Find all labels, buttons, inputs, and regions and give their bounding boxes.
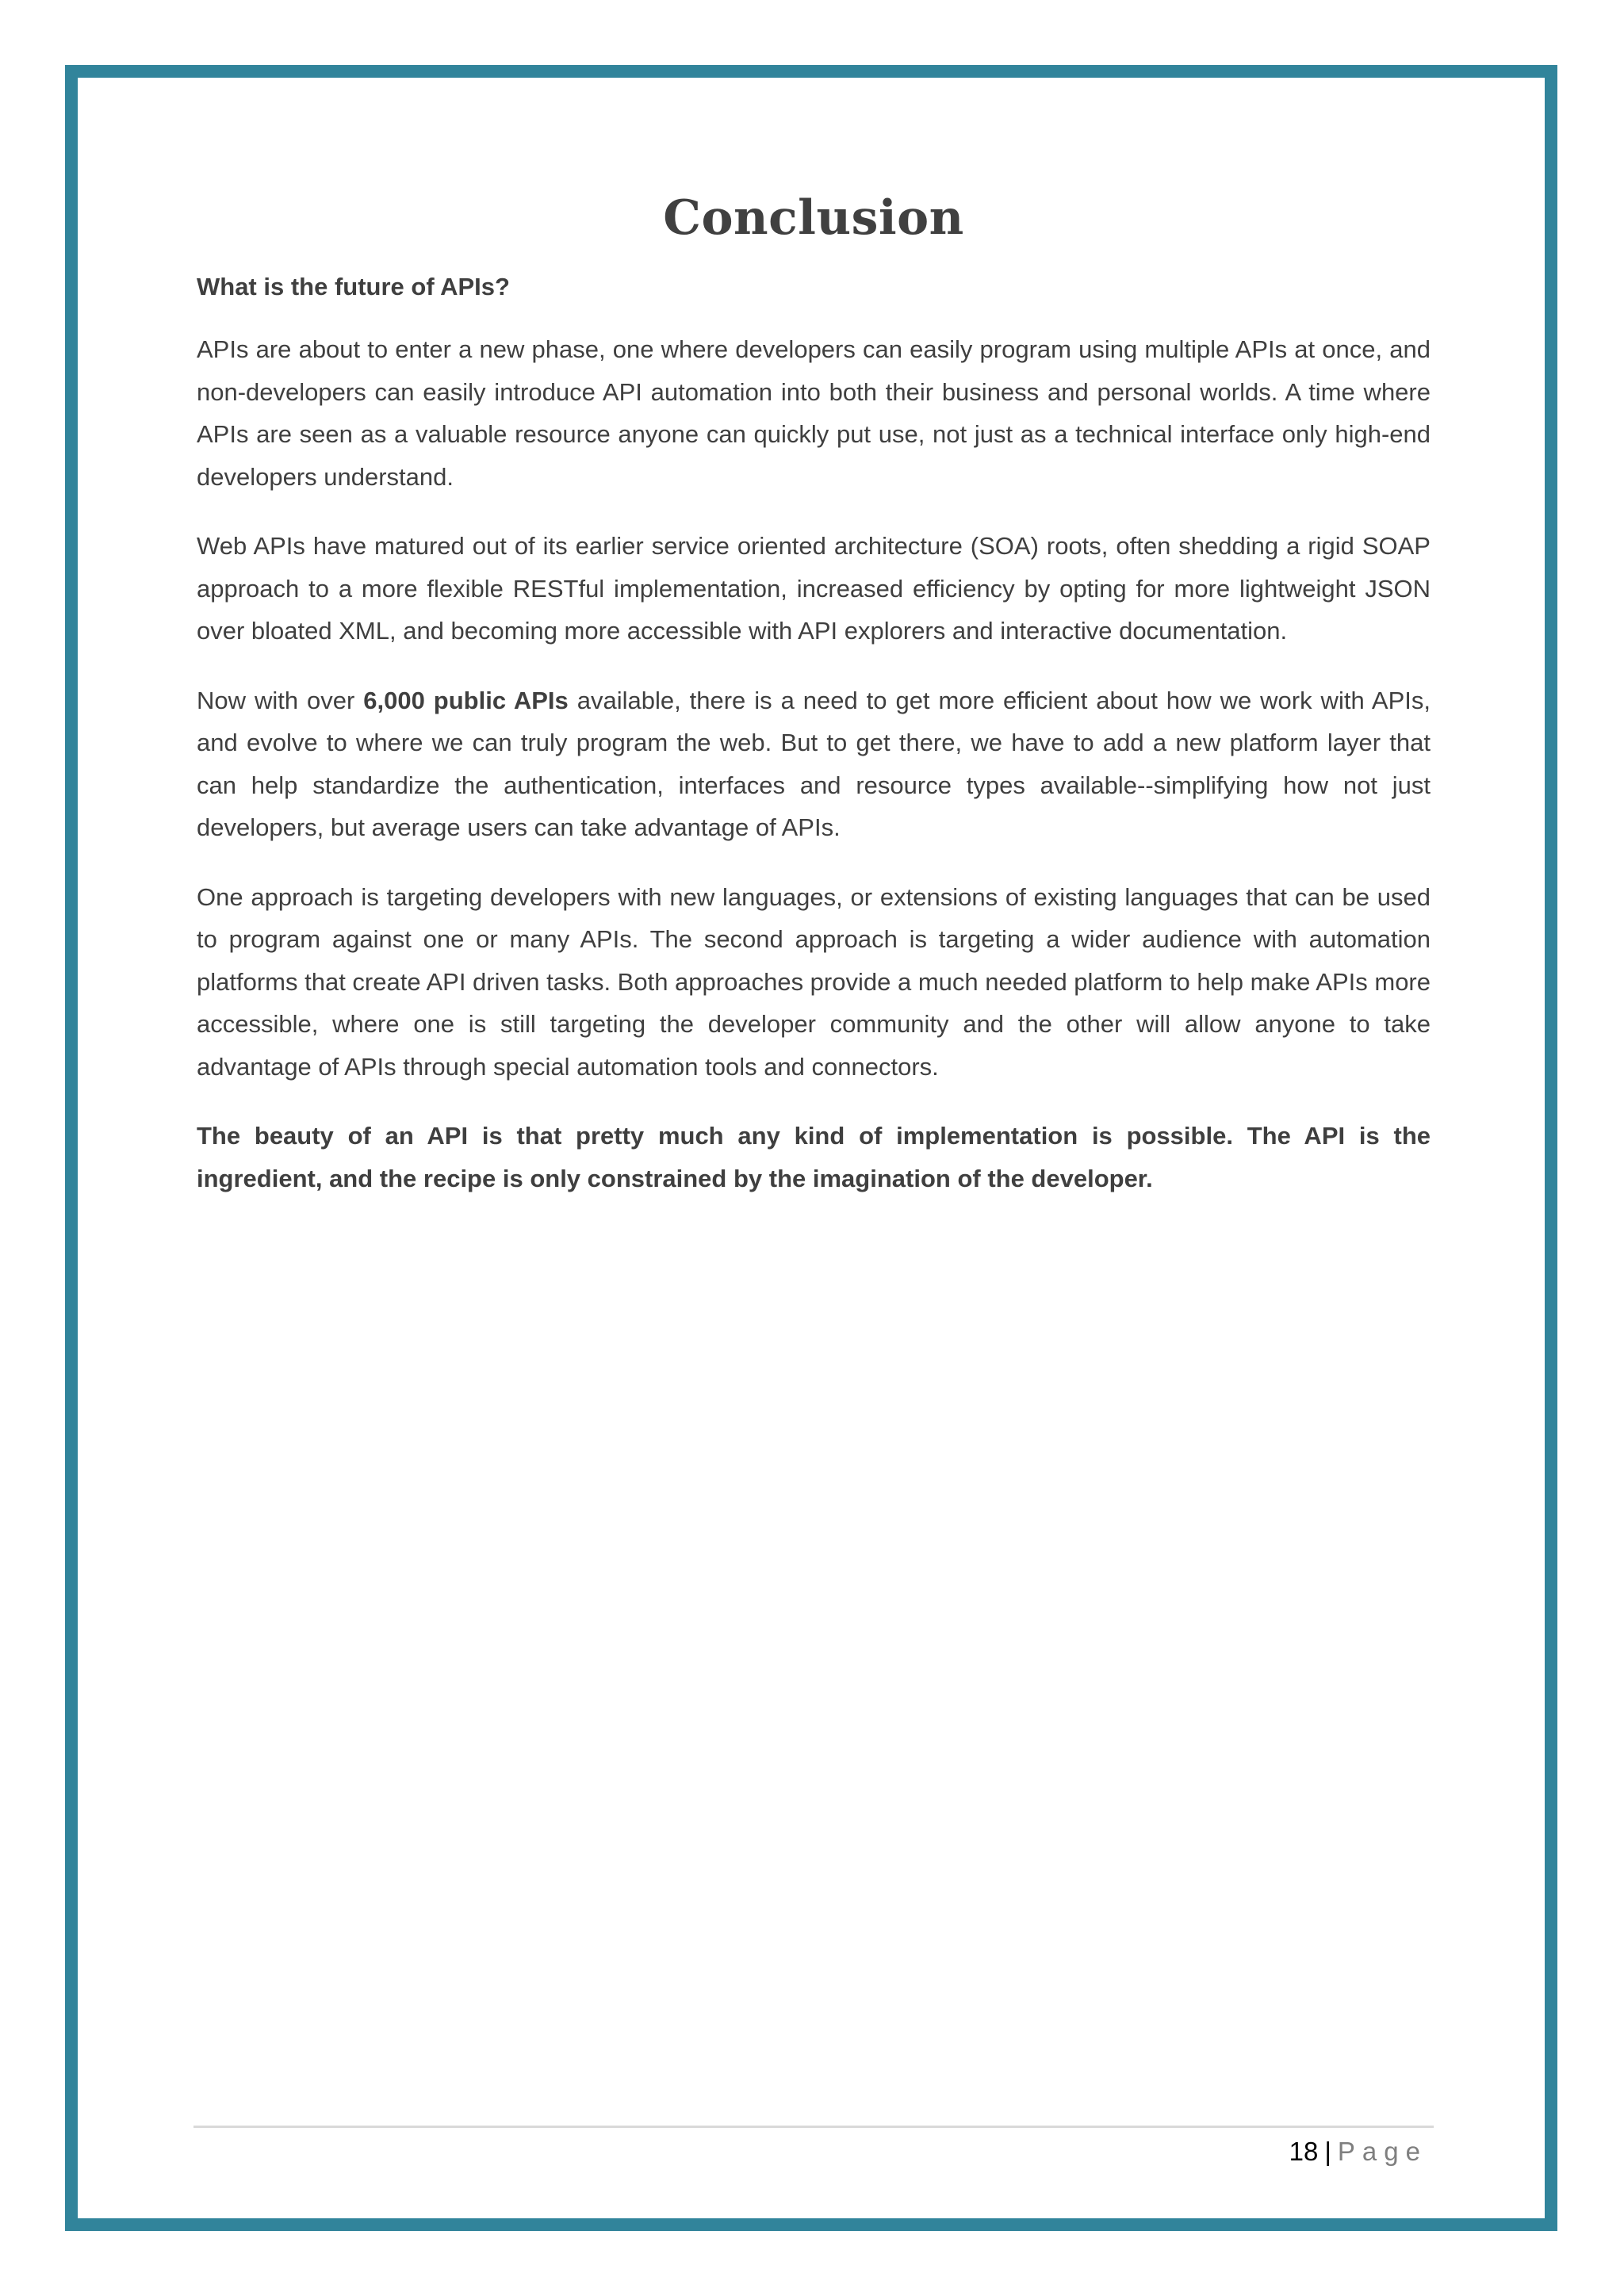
- paragraph-3-end: available, there is a need to get more efficient about how we work with APIs, and evolve to where we can truly program the web. But to get there, we have to add a new platform layer that can help standardize the authentication, interfaces and resource types available--simplifying how not just developers, but average users can take advantage of APIs.: [197, 686, 1431, 841]
- paragraph-3-emphasis: 6,000 public APIs: [363, 686, 569, 714]
- paragraph-3: [197, 679, 1431, 849]
- page-title: Conclusion: [663, 190, 964, 246]
- document-body: [197, 190, 1431, 1226]
- closing-statement: The beauty of an API is that pretty much any kind of implementation is possible. The API is the ingredient, and the recipe is only constrained by the imagination of the developer.: [197, 1122, 1431, 1192]
- paragraph-4: One approach is targeting developers with new languages, or extensions of existing languages that can be used to program against one or many APIs. The second approach is targeting a wider audience with automation platforms that create API driven tasks. Both approaches provide a much needed platform to help make APIs more accessible, where one is still targeting the developer community and the other will allow anyone to take advantage of APIs through special automation tools and connectors.: [197, 882, 1431, 1081]
- paragraph-2: Web APIs have matured out of its earlier service oriented architecture (SOA) roots, often shedding a rigid SOAP approach to a more flexible RESTful implementation, increased efficiency by opting for more lightweight JSON over bloated XML, and becoming more accessible with API explorers and interactive documentation.: [197, 532, 1431, 645]
- footer-divider: [193, 2126, 1434, 2128]
- paragraph-1: APIs are about to enter a new phase, one where developers can easily program using multiple APIs at once, and non-developers can easily introduce API automation into both their business and personal worlds. A time where APIs are seen as a valuable resource anyone can quickly put use, not just as a technical interface only high-end developers understand.: [197, 335, 1431, 491]
- paragraph-3-start: Now with over: [197, 686, 364, 714]
- footer-separator: |: [1324, 2137, 1331, 2166]
- section-subheading: What is the future of APIs?: [197, 273, 510, 300]
- page-footer: [1289, 2137, 1427, 2167]
- page-number: 18: [1289, 2137, 1319, 2166]
- page-label: Page: [1337, 2137, 1427, 2166]
